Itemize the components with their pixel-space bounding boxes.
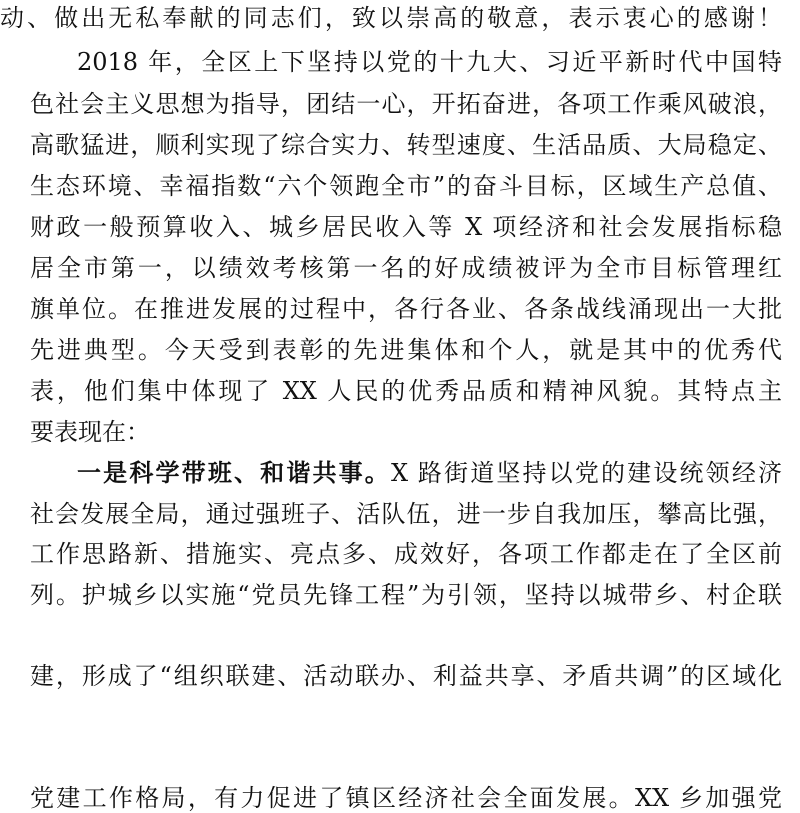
text-line: 生态环境、幸福指数“六个领跑全市”的奋斗目标，区域生产总值、 [30, 172, 782, 200]
text-line: 建，形成了“组织联建、活动联办、利益共享、矛盾共调”的区域化 [30, 662, 782, 690]
text-line: 财政一般预算收入、城乡居民收入等 X 项经济和社会发展指标稳 [30, 213, 782, 241]
paragraph-start: 2018 年，全区上下坚持以党的十九大、习近平新时代中国特 [77, 48, 782, 76]
text-line: 高歌猛进，顺利实现了综合实力、转型速度、生活品质、大局稳定、 [30, 131, 782, 159]
text-line: 社会发展全局，通过强班子、活队伍，进一步自我加压，攀高比强， [30, 500, 782, 528]
paragraph-start [77, 458, 782, 488]
text-line: 动、做出无私奉献的同志们，致以崇高的敬意，表示衷心的感谢！ [0, 4, 782, 32]
text-line: 表，他们集中体现了 XX 人民的优秀品质和精神风貌。其特点主 [30, 377, 782, 405]
text-line: 工作思路新、措施实、亮点多、成效好，各项工作都走在了全区前 [30, 540, 782, 568]
text-line: 要表现在： [30, 418, 150, 446]
text-line: 旗单位。在推进发展的过程中，各行各业、各条战线涌现出一大批 [30, 295, 782, 323]
text-line: 先进典型。今天受到表彰的先进集体和个人，就是其中的优秀代 [30, 336, 782, 364]
text-line: 党建工作格局，有力促进了镇区经济社会全面发展。XX 乡加强党 [30, 784, 782, 812]
text-line: 列。护城乡以实施“党员先锋工程”为引领，坚持以城带乡、村企联 [30, 581, 782, 609]
bold-heading: 一是科学带班、和谐共事。 [77, 459, 391, 487]
text-line: 色社会主义思想为指导，团结一心，开拓奋进，各项工作乘风破浪， [30, 90, 782, 118]
text-line: 居全市第一，以绩效考核第一名的好成绩被评为全市目标管理红 [30, 254, 782, 282]
text-run: X 路街道坚持以党的建设统领经济 [390, 459, 783, 487]
